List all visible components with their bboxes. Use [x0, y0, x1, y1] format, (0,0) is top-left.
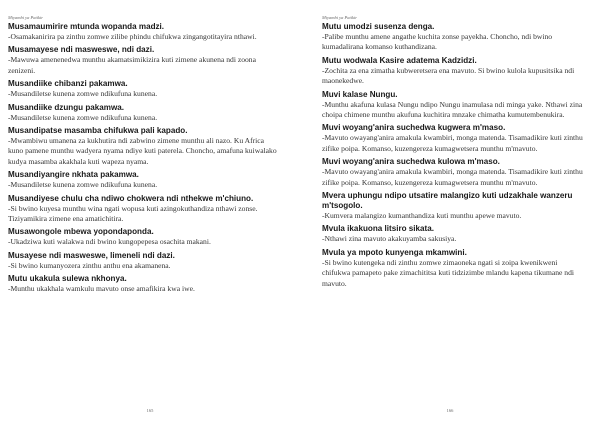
- proverb-definition: -Palibe munthu amene angathe kuchita zonse payekha. Choncho, ndi bwino kumadalirana komanso kuthandizana.: [322, 32, 553, 52]
- proverb-definition: -Zochita za ena zimatha kubweretsera ena mavuto. Si bwino kulola kupusitsika ndi maonekedwe.: [322, 65, 575, 86]
- proverb-entry: [8, 103, 278, 123]
- proverb-definition: -Mavuto owayang'anira amakula kwambiri, monga matenda. Tisamadikire kuti zinthu zifike poipa. Komanso, kuzengereza kumagwetsera munthu m'mavuto.: [322, 167, 583, 187]
- proverb-definition: -Musandiletse kunena zomwe ndikufuna kunena.: [8, 89, 158, 99]
- proverb-entry: [322, 191, 584, 221]
- proverb-definition: -Musandiletse kunena zomwe ndikufuna kunena.: [8, 112, 158, 122]
- proverb-entry: [8, 227, 278, 247]
- proverb-term: Mutu umodzi susenza denga.: [322, 22, 435, 31]
- proverb-term: Musawongole mbewa yopondaponda.: [8, 227, 154, 237]
- proverb-definition: -Mavuto owayang'anira amakula kwambiri, monga matenda. Tisamadikire kuti zinthu zifike poipa. Komanso, kuzengereza kumagwetsera munthu m'mavuto.: [322, 133, 583, 153]
- proverb-term: Musandiyese chulu cha ndiwo chokwera ndi nthekwe m'chiuno.: [8, 193, 254, 203]
- proverb-term: Mutu ukakula sulewa nkhonya.: [8, 274, 127, 284]
- proverb-entry: [322, 123, 584, 154]
- proverb-entry: [322, 157, 584, 188]
- running-header: Miyambi ya Patikir: [322, 15, 357, 20]
- proverb-definition: -Si bwino kutengeka ndi zinthu zomwe zimaoneka ngati si zoipa kwenikweni chifukwa pamapeto pake zimachititsa kuti tidzizimbe mlandu kapena tikumane ndi mavuto.: [322, 257, 574, 288]
- proverb-term: Musamaumirire mtunda wopanda madzi.: [8, 22, 165, 31]
- proverb-term: Mvula ya mpoto kunyenga mkamwini.: [322, 247, 467, 257]
- proverb-entry: [322, 248, 584, 289]
- proverb-definition: -Mawuwa amenenedwa munthu akamatsimikizira kuti zimene akunena ndi zoona zenizeni.: [8, 55, 256, 75]
- proverb-term: Mutu wodwala Kasire adatema Kadzidzi.: [322, 55, 477, 65]
- proverb-definition: -Osamakanirira pa zinthu zomwe zilibe phindu chifukwa zingangotitayira nthawi.: [8, 32, 257, 41]
- proverb-definition: -Ukadziwa kuti walakwa ndi bwino kungopepesa osachita makani.: [8, 237, 211, 247]
- running-header: Miyambi ya Patikir: [8, 15, 43, 20]
- proverb-entry: [322, 90, 584, 121]
- proverb-entry: [8, 251, 278, 271]
- proverb-entry: [8, 170, 278, 190]
- proverb-entry: [8, 22, 278, 42]
- proverb-term: Musandiyangire nkhata pakamwa.: [8, 170, 139, 180]
- proverb-entry: [8, 79, 278, 99]
- entry-list: [8, 22, 278, 295]
- proverb-term: Musamayese ndi masweswe, ndi dazi.: [8, 45, 155, 55]
- proverb-term: Muvi woyang'anira suchedwa kulowa m'maso.: [322, 157, 500, 167]
- entry-list: [322, 22, 584, 289]
- proverb-term: Musandipatse masamba chifukwa pali kapado.: [8, 126, 188, 136]
- proverb-term: Musayese ndi masweswe, limeneli ndi dazi.: [8, 250, 175, 260]
- proverb-term: Mvula ikakuona litsiro sikata.: [322, 224, 435, 234]
- proverb-term: Musandiike chibanzi pakamwa.: [8, 79, 128, 89]
- proverb-term: Musandiike dzungu pakamwa.: [8, 102, 125, 112]
- proverb-definition: -Si bwino kumanyozera zinthu anthu ena akamanena.: [8, 260, 171, 270]
- proverb-entry: [8, 194, 278, 225]
- page-number: 166: [446, 408, 454, 413]
- proverb-definition: -Nthawi zina mavuto akakuyamba sakusiya.: [322, 234, 457, 244]
- proverb-term: Mvera uphungu ndipo utsatire malangizo kuti udzakhale wanzeru m'tsogolo.: [322, 191, 573, 211]
- proverb-entry: [322, 224, 584, 244]
- page-number: 165: [146, 408, 154, 413]
- proverb-entry: [8, 126, 278, 167]
- proverb-definition: -Munthu akafuna kulasa Nungu ndipo Nungu inamulasa ndi minga yake. Nthawi zina choipa chimene munthu akufuna kuchitira mnzake chimatha kumutembenukira.: [322, 99, 583, 120]
- proverb-entry: [8, 274, 278, 294]
- proverb-entry: [322, 22, 584, 53]
- proverb-entry: [322, 56, 584, 87]
- proverb-term: Muvi woyang'anira suchedwa kugwera m'maso.: [322, 123, 506, 133]
- proverb-definition: -Munthu ukakhala wamkulu mavuto onse amafikira kwa iwe.: [8, 284, 195, 294]
- proverb-entry: [8, 45, 278, 76]
- proverb-definition: -Mwambiwu umanena za kukhutira ndi zabwino zimene munthu ali nazo. Ku Africa kuno pamene munthu wadyera nyama ndiye kuti paterela. Choncho, amafuna kuiwalako kudya masamba akakhala kuti wapeza nyama.: [8, 136, 277, 166]
- right-page: [300, 0, 600, 424]
- proverb-definition: -Kumvera malangizo kumanthandiza kuti munthu apewe mavuto.: [322, 211, 522, 221]
- proverb-term: Muvi kalase Nungu.: [322, 89, 398, 99]
- proverb-definition: -Si bwino kuyesa munthu wina ngati wopusa kuti azingokuthandiza nthawi zonse. Tiziyamikira zimene ena amatichitira.: [8, 203, 258, 224]
- proverb-definition: -Musandiletse kunena zomwe ndikufuna kunena.: [8, 180, 158, 190]
